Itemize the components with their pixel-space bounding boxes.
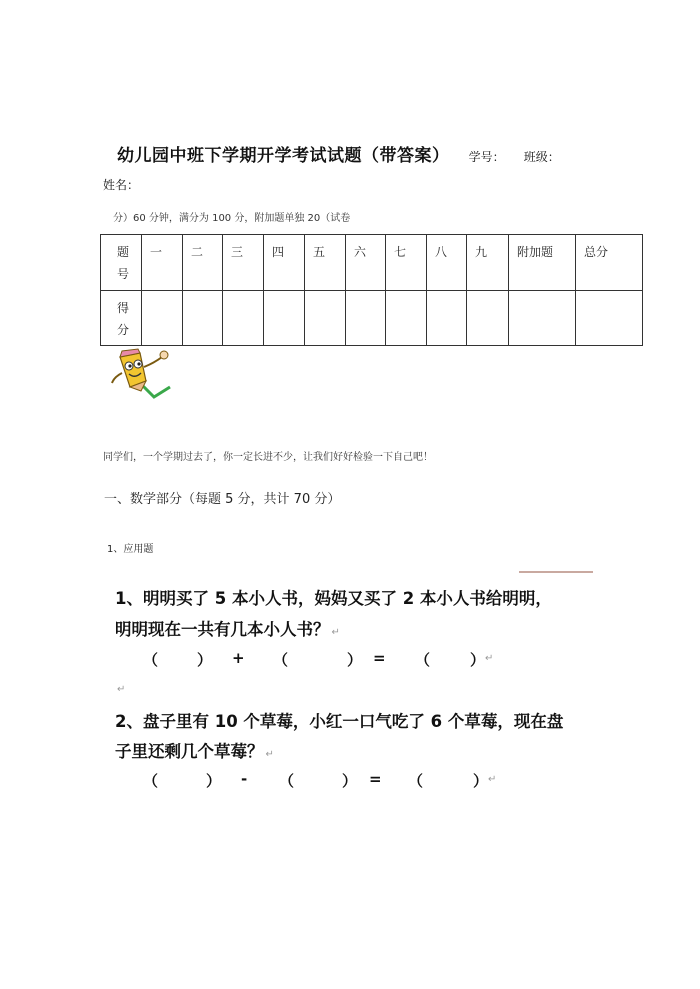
name-label: 姓名：	[103, 178, 140, 192]
question-number-label-char1: 题	[117, 245, 130, 259]
equation-2-close-2: ）	[342, 772, 358, 790]
score-cell	[346, 291, 386, 346]
question-number-label	[101, 235, 142, 291]
question-2-line-1	[115, 708, 563, 732]
return-mark-icon: ↵	[485, 653, 494, 664]
score-cell	[576, 291, 643, 346]
pencil-mascot-icon	[108, 347, 180, 399]
return-mark-icon: ↵	[265, 749, 274, 760]
score-cell	[386, 291, 427, 346]
equation-1-operator: +	[232, 649, 245, 667]
score-cell	[223, 291, 264, 346]
question-2-line-2	[115, 738, 274, 762]
section-title: 一、数学部分（每题 5 分，共计 70 分）	[104, 492, 341, 507]
score-cell	[509, 291, 576, 346]
column-header: 一	[142, 235, 183, 291]
score-table-header-row	[101, 235, 643, 291]
score-cell	[142, 291, 183, 346]
column-header: 六	[346, 235, 386, 291]
column-header: 总分	[576, 235, 643, 291]
return-mark-icon: ↵	[331, 627, 340, 638]
column-header: 三	[223, 235, 264, 291]
equation-1-close-3: ）	[470, 651, 486, 669]
score-cell	[264, 291, 305, 346]
equation-1-close-2: ）	[347, 651, 363, 669]
equation-1-open-3: （	[415, 651, 431, 669]
return-mark-icon: ↵	[117, 684, 126, 695]
equation-2-close-3: ）	[473, 772, 489, 790]
class-label: 班级：	[523, 150, 560, 164]
question-1-text-2: 明明现在一共有几本小人书？	[115, 620, 330, 639]
exam-info: 分）60 分钟，满分为 100 分，附加题单独 20（试卷	[113, 213, 351, 224]
question-1-text-1: 1、明明买了 5 本小人书，妈妈又买了 2 本小人书给明明，	[115, 589, 552, 608]
question-1-line-2	[115, 616, 340, 640]
question-1-line-1	[115, 585, 552, 609]
subsection-title: 1、应用题	[107, 544, 154, 555]
score-label	[101, 291, 142, 346]
question-number-label-char2: 号	[117, 267, 130, 281]
score-cell	[183, 291, 223, 346]
equation-2-open-3: （	[408, 772, 424, 790]
student-id-label: 学号：	[468, 150, 505, 164]
greeting-text: 同学们，一个学期过去了，你一定长进不少，让我们好好检验一下自己吧！	[103, 452, 433, 463]
score-label-char2: 分	[117, 323, 130, 337]
score-cell	[467, 291, 509, 346]
equation-2-equals: =	[369, 770, 382, 788]
score-table-score-row	[101, 291, 643, 346]
equation-1-equals: =	[373, 649, 386, 667]
column-header: 五	[305, 235, 346, 291]
return-mark-icon: ↵	[488, 774, 497, 785]
decorative-line	[519, 571, 593, 573]
question-2-text-2: 子里还剩几个草莓？	[115, 742, 264, 761]
column-header: 九	[467, 235, 509, 291]
equation-1-open-2: （	[273, 651, 289, 669]
column-header: 二	[183, 235, 223, 291]
column-header: 附加题	[509, 235, 576, 291]
score-cell	[427, 291, 467, 346]
column-header: 七	[386, 235, 427, 291]
question-2-text-1: 2、盘子里有 10 个草莓，小红一口气吃了 6 个草莓，现在盘	[115, 712, 564, 731]
title-line	[117, 141, 560, 166]
score-table	[100, 234, 643, 346]
equation-2-open-1: （	[143, 772, 159, 790]
score-cell	[305, 291, 346, 346]
equation-1-open-1: （	[143, 651, 159, 669]
column-header: 八	[427, 235, 467, 291]
score-label-char1: 得	[117, 301, 130, 315]
equation-2-open-2: （	[279, 772, 295, 790]
equation-2-operator: -	[241, 770, 248, 788]
equation-2-close-1: ）	[206, 772, 222, 790]
page-title: 幼儿园中班下学期开学考试试题（带答案）	[117, 146, 450, 166]
equation-1-close-1: ）	[197, 651, 213, 669]
column-header: 四	[264, 235, 305, 291]
